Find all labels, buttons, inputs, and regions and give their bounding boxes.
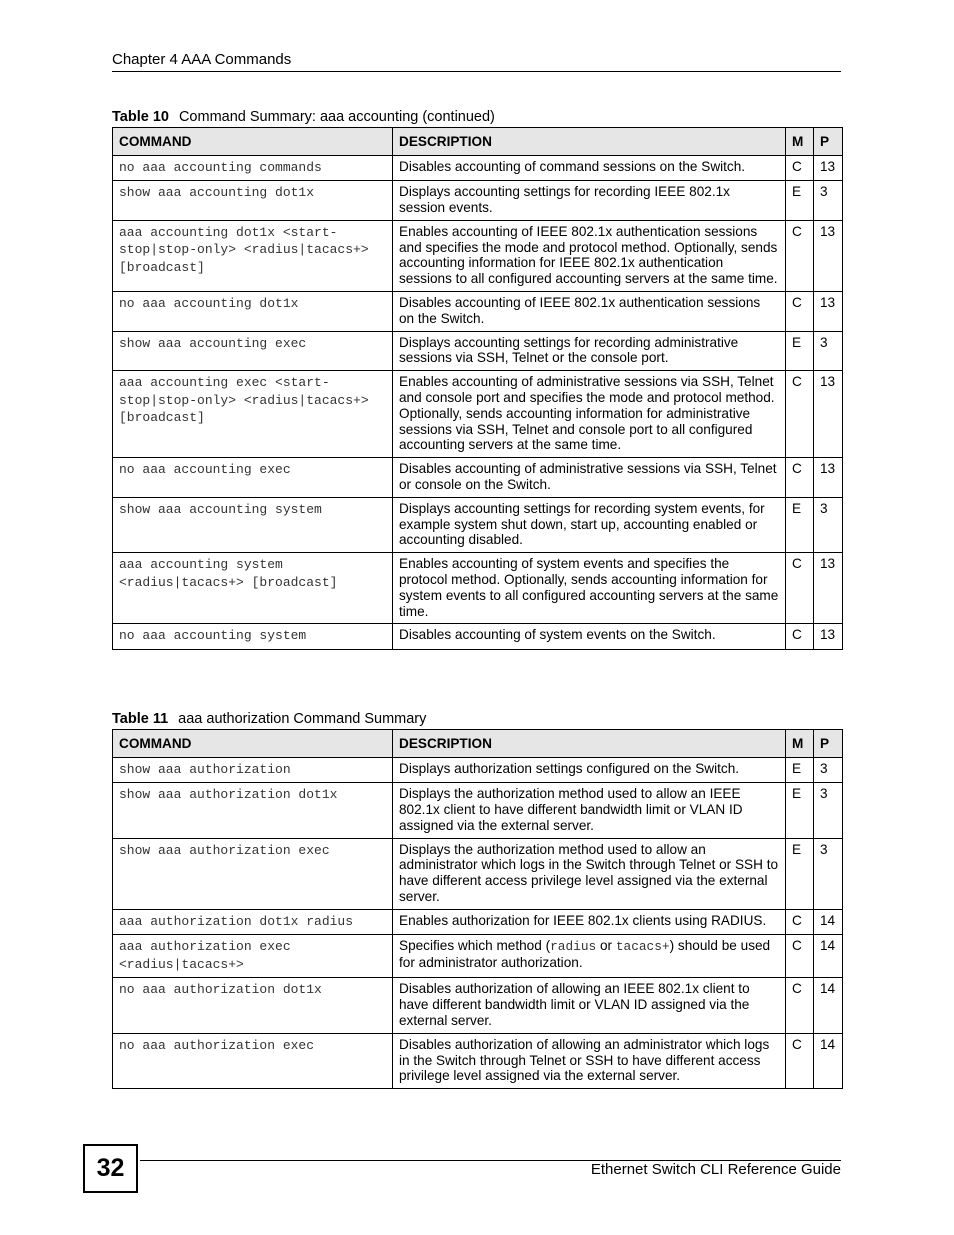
mode-cell: C: [786, 371, 814, 458]
table-row: [113, 624, 843, 650]
description-cell: Displays accounting settings for recording administrative sessions via SSH, Telnet or the console port.: [393, 331, 786, 371]
table10: [112, 127, 843, 650]
mode-cell: E: [786, 497, 814, 552]
column-header-description: DESCRIPTION: [393, 128, 786, 156]
table11-title: aaa authorization Command Summary: [178, 711, 427, 727]
privilege-cell: 13: [814, 371, 843, 458]
table10-title: Command Summary: aaa accounting (continued): [178, 109, 495, 125]
mode-cell: E: [786, 181, 814, 221]
mode-cell: C: [786, 155, 814, 181]
mode-cell: C: [786, 220, 814, 291]
table-row: [113, 1033, 843, 1088]
description-cell: Enables accounting of IEEE 802.1x authentication sessions and specifies the mode and protocol method. Optionally, sends accounting information for IEEE 802.1x authentication sessions to all configured accounting servers at the same time.: [393, 220, 786, 291]
command-cell: no aaa authorization exec: [113, 1033, 393, 1088]
privilege-cell: 3: [814, 181, 843, 221]
privilege-cell: 14: [814, 1033, 843, 1088]
inline-code-tacacs: tacacs+: [615, 939, 670, 955]
table10-caption: [112, 108, 495, 126]
privilege-cell: 3: [814, 838, 843, 909]
command-cell: no aaa accounting dot1x: [113, 292, 393, 332]
mode-cell: E: [786, 783, 814, 838]
mode-cell: C: [786, 978, 814, 1033]
mode-cell: E: [786, 331, 814, 371]
table-row: [113, 497, 843, 552]
column-header-p: P: [814, 730, 843, 758]
description-cell: Enables accounting of administrative sessions via SSH, Telnet and console port and specifies the mode and protocol method. Optionally, sends accounting information for administrative sessions via SSH, Telnet and console port to all configured accounting servers at the same time.: [393, 371, 786, 458]
column-header-p: P: [814, 128, 843, 156]
table-row: [113, 909, 843, 935]
column-header-m: M: [786, 730, 814, 758]
table11-caption: [112, 710, 426, 728]
description-cell: Disables authorization of allowing an administrator which logs in the Switch through Telnet or SSH to have different access privilege level assigned via the external server.: [393, 1033, 786, 1088]
header-rule: [112, 71, 841, 72]
table-row: [113, 783, 843, 838]
table10-header-row: [113, 128, 843, 156]
guide-title: Ethernet Switch CLI Reference Guide: [590, 1161, 841, 1178]
command-cell: show aaa authorization: [113, 757, 393, 783]
description-text: Specifies which method (: [399, 938, 551, 954]
mode-cell: E: [786, 757, 814, 783]
privilege-cell: 13: [814, 155, 843, 181]
privilege-cell: 14: [814, 909, 843, 935]
command-cell: aaa accounting exec <start-stop|stop-only> <radius|tacacs+> [broadcast]: [113, 371, 393, 458]
command-cell: no aaa authorization dot1x: [113, 978, 393, 1033]
command-cell: show aaa accounting system: [113, 497, 393, 552]
privilege-cell: 3: [814, 783, 843, 838]
table-row: [113, 155, 843, 181]
mode-cell: C: [786, 909, 814, 935]
description-text: ) should be used for administrator authorization.: [399, 938, 771, 971]
table-row: [113, 331, 843, 371]
privilege-cell: 14: [814, 935, 843, 978]
command-cell: aaa authorization exec <radius|tacacs+>: [113, 935, 393, 978]
command-cell: aaa authorization dot1x radius: [113, 909, 393, 935]
description-cell: Enables accounting of system events and specifies the protocol method. Optionally, sends accounting information for system events to all configured accounting servers at the same time.: [393, 553, 786, 624]
description-text: or: [596, 938, 616, 954]
table-row: [113, 181, 843, 221]
column-header-command: COMMAND: [113, 730, 393, 758]
chapter-header: Chapter 4 AAA Commands: [112, 51, 292, 68]
description-cell: Displays authorization settings configured on the Switch.: [393, 757, 786, 783]
table11-label: Table 11: [112, 711, 169, 727]
privilege-cell: 14: [814, 978, 843, 1033]
mode-cell: C: [786, 1033, 814, 1088]
description-cell: Displays accounting settings for recording system events, for example system shut down, start up, accounting enabled or accounting disabled.: [393, 497, 786, 552]
table-row: [113, 371, 843, 458]
table-row: [113, 978, 843, 1033]
description-cell: Disables accounting of administrative sessions via SSH, Telnet or console on the Switch.: [393, 458, 786, 498]
mode-cell: E: [786, 838, 814, 909]
table-row: [113, 838, 843, 909]
description-cell: Displays the authorization method used to allow an IEEE 802.1x client to have different bandwidth limit or VLAN ID assigned via the external server.: [393, 783, 786, 838]
column-header-m: M: [786, 128, 814, 156]
command-cell: no aaa accounting commands: [113, 155, 393, 181]
table11-header-row: [113, 730, 843, 758]
description-cell: Disables accounting of system events on the Switch.: [393, 624, 786, 650]
command-cell: show aaa accounting exec: [113, 331, 393, 371]
description-cell: Disables accounting of command sessions on the Switch.: [393, 155, 786, 181]
command-cell: show aaa accounting dot1x: [113, 181, 393, 221]
description-cell: [393, 935, 786, 978]
table-row: [113, 220, 843, 291]
mode-cell: C: [786, 935, 814, 978]
column-header-description: DESCRIPTION: [393, 730, 786, 758]
table-row: [113, 553, 843, 624]
mode-cell: C: [786, 458, 814, 498]
command-cell: show aaa authorization dot1x: [113, 783, 393, 838]
table10-label: Table 10: [112, 109, 169, 125]
table-row: [113, 757, 843, 783]
privilege-cell: 13: [814, 292, 843, 332]
command-cell: no aaa accounting exec: [113, 458, 393, 498]
privilege-cell: 13: [814, 220, 843, 291]
privilege-cell: 3: [814, 757, 843, 783]
privilege-cell: 13: [814, 553, 843, 624]
table11: [112, 729, 843, 1089]
privilege-cell: 13: [814, 624, 843, 650]
privilege-cell: 3: [814, 331, 843, 371]
command-cell: aaa accounting system <radius|tacacs+> [broadcast]: [113, 553, 393, 624]
command-cell: no aaa accounting system: [113, 624, 393, 650]
page-number: 32: [83, 1144, 138, 1193]
command-cell: aaa accounting dot1x <start-stop|stop-only> <radius|tacacs+> [broadcast]: [113, 220, 393, 291]
mode-cell: C: [786, 624, 814, 650]
mode-cell: C: [786, 292, 814, 332]
description-cell: Displays accounting settings for recording IEEE 802.1x session events.: [393, 181, 786, 221]
inline-code-radius: radius: [550, 939, 597, 955]
privilege-cell: 13: [814, 458, 843, 498]
table-row: [113, 458, 843, 498]
table-row: [113, 292, 843, 332]
mode-cell: C: [786, 553, 814, 624]
description-cell: Displays the authorization method used to allow an administrator which logs in the Switch through Telnet or SSH to have different access privilege level assigned via the external server.: [393, 838, 786, 909]
column-header-command: COMMAND: [113, 128, 393, 156]
privilege-cell: 3: [814, 497, 843, 552]
description-cell: Enables authorization for IEEE 802.1x clients using RADIUS.: [393, 909, 786, 935]
command-cell: show aaa authorization exec: [113, 838, 393, 909]
table-row: [113, 935, 843, 978]
description-cell: Disables authorization of allowing an IEEE 802.1x client to have different bandwidth limit or VLAN ID assigned via the external server.: [393, 978, 786, 1033]
description-cell: Disables accounting of IEEE 802.1x authentication sessions on the Switch.: [393, 292, 786, 332]
